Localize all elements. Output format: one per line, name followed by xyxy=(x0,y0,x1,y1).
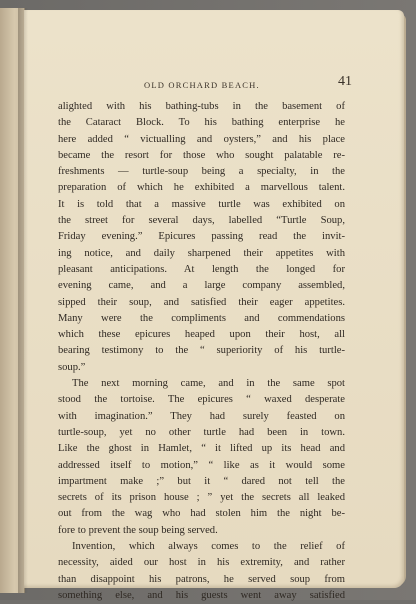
text-line: Invention, which always comes to the relief of xyxy=(72,541,345,553)
page-header xyxy=(52,72,352,92)
text-line: evening came, and a large company assembled, xyxy=(58,280,345,292)
text-line: with imagination.” They had surely feasted on xyxy=(58,410,345,422)
text-line: bearing testimony to the “ superiority of his turtle- xyxy=(58,345,345,357)
spine-shadow xyxy=(18,8,28,593)
text-line: here added “ victualling and oysters,” and his place xyxy=(58,133,345,145)
text-line: something else, and his guests went away satisfied xyxy=(58,589,345,601)
text-line: preparation of which he exhibited a marvellous talent. xyxy=(58,182,345,194)
text-line: stood the tortoise. The epicures “ waxed desperate xyxy=(58,394,345,406)
text-line: It is told that a massive turtle was exhibited on xyxy=(58,198,345,210)
text-line: necessity, aided our host in his extremity, and rather xyxy=(58,557,345,569)
text-line: turtle-soup, yet no other turtle had been in town. xyxy=(58,426,345,438)
text-line: Many were the compliments and commendations xyxy=(58,312,345,324)
text-line: sipped their soup, and satisfied their eager appetites. xyxy=(58,296,345,308)
body-text xyxy=(58,99,345,604)
text-line: alighted with his bathing-tubs in the basement of xyxy=(58,101,345,112)
text-line: out from the wag who had stolen him the night be- xyxy=(58,508,345,520)
text-line: than disappoint his patrons, he served soup from xyxy=(58,573,345,585)
running-head: OLD ORCHARD BEACH. xyxy=(144,80,260,90)
text-line: addressed itself to motion,” “ like as it would some xyxy=(58,459,345,471)
text-line: the street for several days, labelled “Turtle Soup, xyxy=(58,215,345,227)
text-line: became the resort for those who sought palatable re- xyxy=(58,149,345,161)
text-line: fore to prevent the soup being served. xyxy=(58,524,218,536)
text-line: impartment make ;” but it “ dared not tell the xyxy=(58,475,345,487)
text-line: freshments — turtle-soup being a specialty, in the xyxy=(58,166,345,178)
text-line: Friday evening.” Epicures passing read the invit- xyxy=(58,231,345,243)
text-line: Like the ghost in Hamlet, “ it lifted up its head and xyxy=(58,443,345,455)
text-line: soup.” xyxy=(58,361,86,373)
text-line: which these epicures heaped upon their host, all xyxy=(58,329,345,341)
text-line: secrets of its prison house ; ” yet the secrets all leaked xyxy=(58,492,345,504)
text-line: the Cataract Block. To his bathing enterprise he xyxy=(58,117,345,129)
text-line: The next morning came, and in the same spot xyxy=(72,378,345,390)
text-line: ing notice, and daily sharpened their appetites with xyxy=(58,247,345,259)
text-line: pleasant anticipations. At length the longed for xyxy=(58,263,345,275)
page-number: 41 xyxy=(338,74,352,89)
